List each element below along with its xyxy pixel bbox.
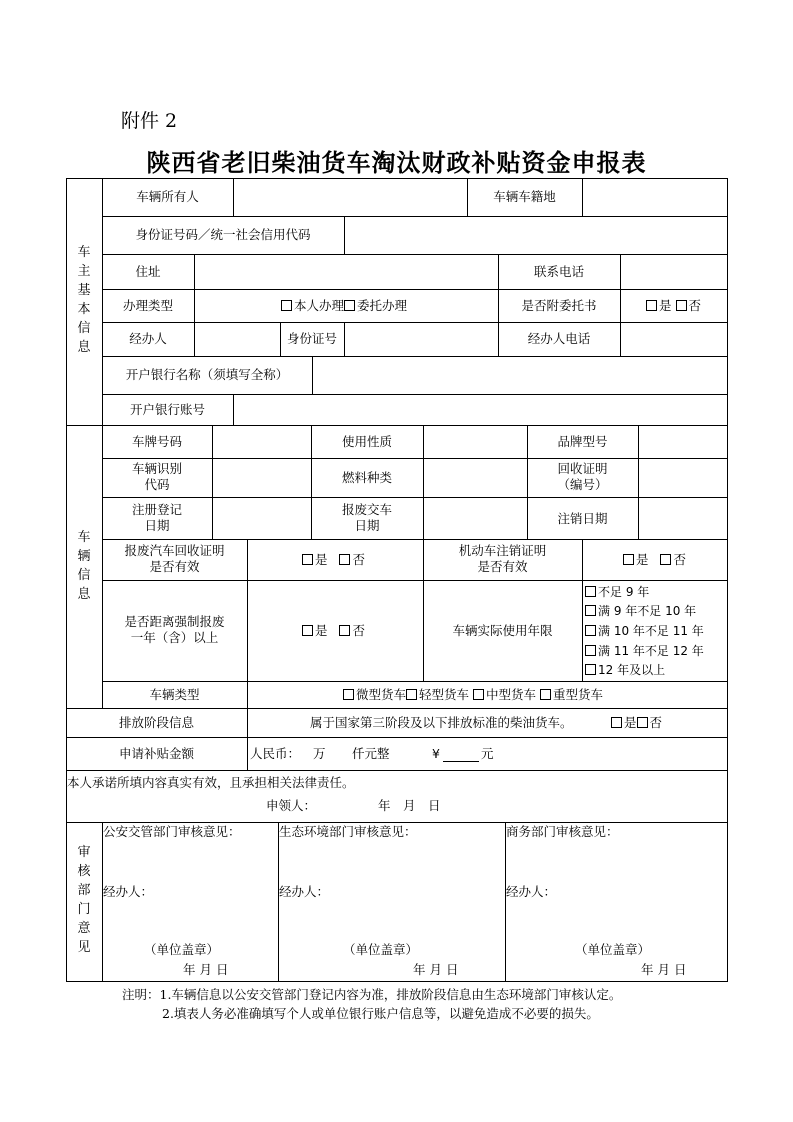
- review-agent-police: 经办人：: [103, 884, 154, 899]
- row-line: [102, 356, 728, 357]
- proxy-label: 是否附委托书: [521, 298, 597, 313]
- subsidy-yen: ¥: [432, 746, 440, 761]
- col-line: [344, 216, 345, 254]
- checkbox-icon[interactable]: [302, 625, 313, 636]
- review-dept-police: 公安交管部门审核意见：: [103, 824, 241, 839]
- note-line-1: 注明：1.车辆信息以公安交管部门登记内容为准，排放阶段信息由生态环境部门审核认定。: [122, 987, 622, 1002]
- col-line: [423, 425, 424, 539]
- col-line: [582, 178, 583, 216]
- col-line: [212, 425, 213, 539]
- row-line: [102, 322, 728, 323]
- applicant-label: 申领人：: [266, 798, 317, 813]
- section-vehicle: 车辆信息: [77, 530, 91, 602]
- scrap-cert-options[interactable]: 是 否: [302, 552, 365, 568]
- years-option[interactable]: 12 年及以上: [585, 662, 665, 678]
- pledge-date: 年 月 日: [378, 798, 441, 813]
- row-line: [66, 737, 728, 738]
- checkbox-icon[interactable]: [344, 300, 355, 311]
- review-date-commerce: 年 月 日: [641, 962, 687, 977]
- agent-phone-label: 经办人电话: [527, 331, 591, 346]
- mandatory-options[interactable]: 是 否: [302, 623, 365, 639]
- regdate-label: 注册登记 日期: [131, 502, 182, 533]
- section-owner: 车主基本信息: [77, 245, 91, 355]
- address-label: 住址: [135, 264, 161, 279]
- row-line: [66, 770, 728, 771]
- cancel-cert-label: 机动车注销证明 是否有效: [458, 543, 547, 574]
- cancel-cert-options[interactable]: 是 否: [623, 552, 686, 568]
- agent-id-label: 身份证号: [286, 331, 337, 346]
- checkbox-icon[interactable]: [585, 605, 596, 616]
- review-dept-env: 生态环境部门审核意见：: [279, 824, 417, 839]
- checkbox-icon[interactable]: [660, 554, 671, 565]
- col-line: [247, 737, 248, 770]
- subsidy-label: 申请补贴金额: [118, 746, 194, 761]
- checkbox-icon[interactable]: [302, 554, 313, 565]
- review-dept-commerce: 商务部门审核意见：: [506, 824, 619, 839]
- usage-label: 使用性质: [341, 434, 392, 449]
- checkbox-icon[interactable]: [406, 689, 417, 700]
- note-line-2: 2.填表人务必准确填写个人或单位银行账户信息等，以避免造成不必要的损失。: [162, 1006, 599, 1021]
- review-seal-env: （单位盖章）: [343, 942, 419, 957]
- subsidy-qian: 仟元整: [352, 746, 390, 761]
- subsidy-yuan: 元: [481, 746, 494, 761]
- col-line: [312, 356, 313, 394]
- row-line: [102, 289, 728, 290]
- attachment-label: 附件 2: [121, 110, 178, 132]
- checkbox-icon[interactable]: [623, 554, 634, 565]
- pledge-text: 本人承诺所填内容真实有效，且承担相关法律责任。: [67, 775, 355, 790]
- scrapdate-label: 报废交车 日期: [341, 502, 392, 533]
- row-line: [102, 394, 728, 395]
- mandatory-label: 是否距离强制报废 一年（含）以上: [124, 614, 225, 645]
- recycle-label: 回收证明 （编号）: [557, 461, 608, 492]
- col-line: [247, 708, 248, 737]
- cancel-date-label: 注销日期: [557, 511, 608, 526]
- vehicle-type-options[interactable]: 微型货车 轻型货车 中型货车 重型货车: [343, 687, 603, 703]
- checkbox-icon[interactable]: [611, 717, 622, 728]
- owner-label: 车辆所有人: [136, 189, 199, 204]
- emission-options[interactable]: 是 否: [611, 715, 662, 731]
- subsidy-amount-underline[interactable]: [443, 761, 479, 762]
- checkbox-icon[interactable]: [339, 554, 350, 565]
- registry-label: 车辆车籍地: [493, 189, 556, 204]
- col-line: [194, 254, 195, 356]
- row-line: [102, 580, 728, 581]
- checkbox-icon[interactable]: [676, 300, 687, 311]
- subsidy-wan: 万: [313, 746, 326, 761]
- col-line: [247, 539, 248, 681]
- review-agent-commerce: 经办人：: [506, 884, 557, 899]
- emission-text: 属于国家第三阶段及以下排放标准的柴油货车。: [310, 715, 573, 730]
- type-label: 办理类型: [122, 298, 173, 313]
- checkbox-icon[interactable]: [339, 625, 350, 636]
- row-line: [102, 539, 728, 540]
- col-line: [233, 178, 234, 216]
- review-date-police: 年 月 日: [183, 962, 229, 977]
- row-line: [102, 681, 728, 682]
- years-option[interactable]: 满 11 年不足 12 年: [585, 643, 704, 659]
- checkbox-icon[interactable]: [540, 689, 551, 700]
- fuel-label: 燃料种类: [341, 470, 392, 485]
- years-option[interactable]: 不足 9 年: [585, 584, 649, 600]
- row-line: [102, 254, 728, 255]
- row-line: [66, 708, 728, 709]
- plate-label: 车牌号码: [131, 434, 182, 449]
- id-label: 身份证号码／统一社会信用代码: [135, 227, 311, 242]
- review-agent-env: 经办人：: [279, 884, 330, 899]
- col-line: [620, 254, 621, 356]
- col-line: [102, 822, 103, 982]
- review-seal-commerce: （单位盖章）: [575, 942, 651, 957]
- row-line: [102, 497, 728, 498]
- col-line: [638, 425, 639, 539]
- years-label: 车辆实际使用年限: [452, 623, 553, 638]
- checkbox-icon[interactable]: [281, 300, 292, 311]
- review-date-env: 年 月 日: [413, 962, 459, 977]
- agent-label: 经办人: [129, 331, 167, 346]
- col-line: [344, 322, 345, 356]
- checkbox-icon[interactable]: [585, 625, 596, 636]
- bank-name-label: 开户银行名称（须填写全称）: [125, 367, 289, 382]
- col-line: [278, 822, 279, 982]
- checkbox-icon[interactable]: [646, 300, 657, 311]
- emission-label: 排放阶段信息: [118, 715, 194, 730]
- row-line: [66, 822, 728, 823]
- row-line: [66, 425, 728, 426]
- checkbox-icon[interactable]: [637, 717, 648, 728]
- checkbox-icon[interactable]: [473, 689, 484, 700]
- type-options[interactable]: 本人办理 委托办理: [281, 298, 407, 314]
- checkbox-icon[interactable]: [343, 689, 354, 700]
- years-option[interactable]: 满 10 年不足 11 年: [585, 623, 704, 639]
- form-title: 陕西省老旧柴油货车淘汰财政补贴资金申报表: [146, 148, 647, 177]
- subsidy-rmb: 人民币：: [250, 746, 301, 761]
- vin-label: 车辆识别 代码: [131, 461, 182, 492]
- phone-label: 联系电话: [533, 264, 584, 279]
- col-line: [582, 539, 583, 681]
- checkbox-icon[interactable]: [585, 586, 596, 597]
- checkbox-icon[interactable]: [585, 645, 596, 656]
- years-option[interactable]: 满 9 年不足 10 年: [585, 603, 696, 619]
- scrap-cert-label: 报废汽车回收证明 是否有效: [124, 543, 225, 574]
- col-line: [505, 822, 506, 982]
- vehicle-type-label: 车辆类型: [149, 687, 200, 702]
- checkbox-icon[interactable]: [585, 664, 596, 675]
- brand-label: 品牌型号: [557, 434, 608, 449]
- review-seal-police: （单位盖章）: [144, 942, 220, 957]
- row-line: [102, 458, 728, 459]
- col-line: [247, 681, 248, 708]
- proxy-options[interactable]: 是 否: [646, 298, 701, 314]
- section-review: 审核部门意见: [77, 845, 91, 955]
- row-line: [102, 216, 728, 217]
- bank-account-label: 开户银行账号: [129, 402, 205, 417]
- col-line: [233, 394, 234, 425]
